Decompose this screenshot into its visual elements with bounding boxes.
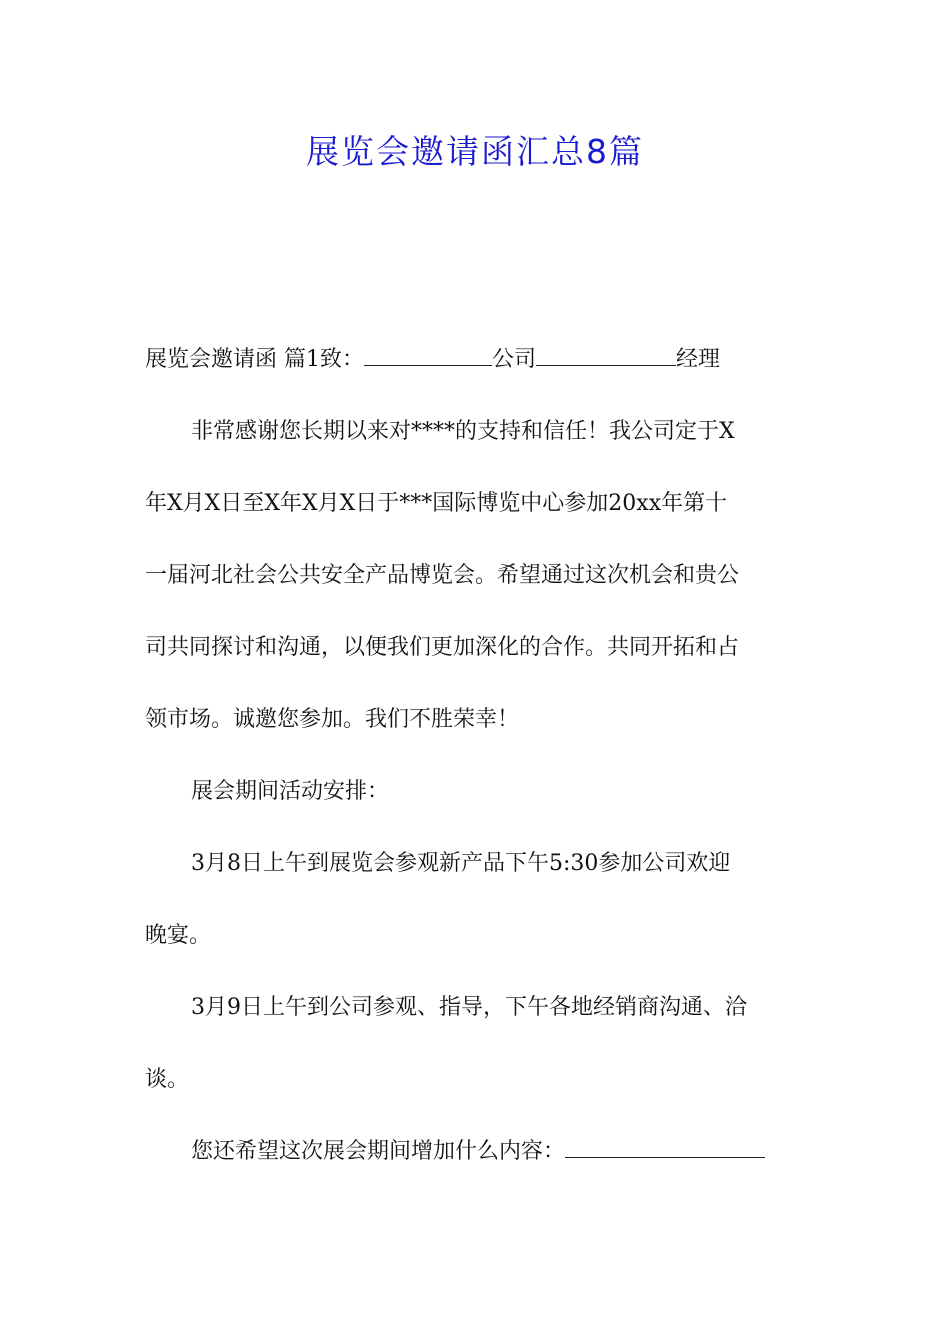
paragraph1-line: 非常感谢您长期以来对****的支持和信任！我公司定于X — [191, 419, 735, 444]
paragraph1-line: 领市场。诚邀您参加。我们不胜荣幸！ — [145, 707, 520, 732]
greeting-line — [145, 324, 807, 396]
greeting-prefix: 展览会邀请函 篇1致： — [145, 347, 364, 372]
answer-blank — [565, 1139, 765, 1158]
manager-label: 经理 — [676, 347, 721, 372]
paragraph1-line: 年X月X日至X年X月X日于***国际博览中心参加20xx年第十 — [145, 491, 728, 516]
company-name-blank — [364, 347, 492, 366]
schedule-day1-line: 3月8日上午到展览会参观新产品下午5:30参加公司欢迎 — [191, 851, 731, 876]
schedule-day2-line: 谈。 — [145, 1067, 190, 1092]
question-line — [145, 1116, 807, 1188]
schedule-day2-line: 3月9日上午到公司参观、指导，下午各地经销商沟通、洽 — [191, 995, 747, 1020]
schedule-day1-line: 晚宴。 — [145, 923, 212, 948]
document-body — [145, 324, 807, 1188]
document-title: 展览会邀请函汇总8篇 — [306, 132, 644, 171]
manager-name-blank — [536, 347, 676, 366]
paragraph1-line: 司共同探讨和沟通，以便我们更加深化的合作。共同开拓和占 — [145, 635, 740, 660]
company-label: 公司 — [492, 347, 537, 372]
paragraph1-line: 一届河北社会公共安全产品博览会。希望通过这次机会和贵公 — [145, 563, 740, 588]
schedule-heading: 展会期间活动安排： — [191, 779, 390, 804]
question-prompt: 您还希望这次展会期间增加什么内容： — [191, 1139, 566, 1164]
